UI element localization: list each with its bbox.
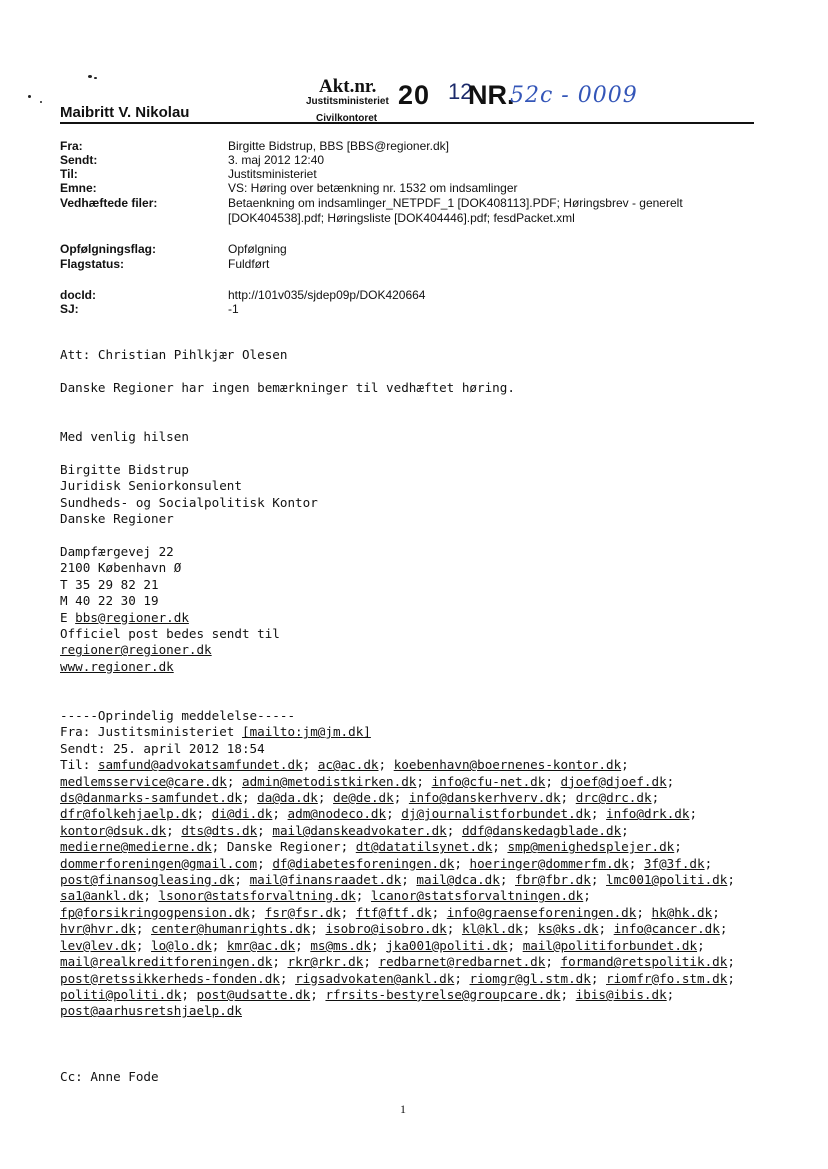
stamp-akt-label: Akt.nr. — [319, 76, 377, 97]
attention-line: Att: Christian Pihlkjær Olesen — [60, 347, 288, 362]
meta-attachments-line-1: Betaenkning om indsamlinger_NETPDF_1 [DOK408113].PDF; Høringsbrev - generelt — [228, 196, 683, 210]
recipient-line: medierne@medierne.dk; Danske Regioner; dt@datatilsynet.dk; smp@menighedsplejer.dk; — [60, 839, 682, 855]
stamp-number-handwritten: 52c - 0009 — [510, 83, 638, 108]
recipient-email-link[interactable]: isobro@isobro.dk — [325, 921, 447, 937]
recipient-email-link[interactable]: info@cancer.dk — [613, 921, 720, 937]
recipient-email-link[interactable]: lmc001@politi.dk — [606, 872, 728, 888]
mobile-number: M 40 22 30 19 — [60, 593, 159, 609]
recipient-email-link[interactable]: ac@ac.dk — [317, 757, 379, 773]
original-from-mailto[interactable]: [mailto:jm@jm.dk] — [241, 724, 371, 740]
document-owner-name: Maibritt V. Nikolau — [60, 104, 190, 121]
meta-attachments-line-2: [DOK404538].pdf; Høringsliste [DOK404446].pdf; fesdPacket.xml — [228, 211, 575, 225]
recipient-email-link[interactable]: di@di.dk — [211, 806, 273, 822]
recipient-email-link[interactable]: mail@finansraadet.dk — [249, 872, 402, 888]
recipient-email-link[interactable]: hk@hk.dk — [651, 904, 713, 920]
recipient-email-link[interactable]: koebenhavn@boernenes-kontor.dk — [393, 757, 622, 773]
header-divider — [60, 122, 754, 124]
recipient-email-link[interactable]: politi@politi.dk — [60, 986, 182, 1002]
recipient-email-link[interactable]: samfund@advokatsamfundet.dk — [97, 757, 303, 773]
recipient-email-link[interactable]: dommerforeningen@gmail.com — [60, 855, 258, 871]
recipient-email-link[interactable]: dts@dts.dk — [181, 822, 258, 838]
recipient-email-link[interactable]: da@da.dk — [257, 790, 318, 806]
recipient-line: dfr@folkehjaelp.dk; di@di.dk; adm@nodeco.dk; dj@journalistforbundet.dk; info@drk.dk; — [60, 806, 698, 822]
stamp-nr-label: NR. — [468, 80, 515, 110]
meta-followup-label: Opfølgningsflag: — [60, 242, 156, 256]
recipient-email-link[interactable]: mail@dca.dk — [416, 872, 500, 888]
original-sent: Sendt: 25. april 2012 18:54 — [60, 740, 265, 756]
recipient-email-link[interactable]: ms@ms.dk — [310, 937, 371, 953]
recipient-email-link[interactable]: df@diabetesforeningen.dk — [272, 855, 455, 871]
meta-subject-label: Emne: — [60, 181, 97, 195]
official-email-link[interactable]: regioner@regioner.dk — [60, 642, 212, 658]
email-line — [60, 610, 750, 626]
recipient-email-link[interactable]: riomfr@fo.stm.dk — [606, 970, 728, 986]
meta-sent-label: Sendt: — [60, 153, 98, 167]
recipient-email-link[interactable]: kmr@ac.dk — [226, 937, 296, 953]
meta-sent-value: 3. maj 2012 12:40 — [228, 153, 325, 167]
recipient-email-link[interactable]: info@drk.dk — [606, 806, 690, 822]
recipient-line: mail@realkreditforeningen.dk; rkr@rkr.dk; redbarnet@redbarnet.dk; formand@retspolitik.dk; — [60, 954, 735, 970]
recipient-line: politi@politi.dk; post@udsatte.dk; rfrsits-bestyrelse@groupcare.dk; ibis@ibis.dk; — [60, 986, 675, 1002]
email-body — [60, 347, 750, 675]
recipient-email-link[interactable]: 3f@3f.dk — [643, 855, 705, 871]
recipient-line: dommerforeningen@gmail.com; df@diabetesforeningen.dk; hoeringer@dommerfm.dk; 3f@3f.dk; — [60, 855, 713, 871]
recipient-email-link[interactable]: info@danskerhverv.dk — [408, 790, 561, 806]
meta-followup-value: Opfølgning — [228, 242, 287, 256]
stamp-year-handwritten: 12 — [448, 79, 473, 104]
recipient-line: sa1@ankl.dk; lsonor@statsforvaltning.dk; lcanor@statsforvaltningen.dk; — [60, 888, 591, 904]
recipient-list — [60, 757, 760, 1020]
recipient-email-link[interactable]: info@cfu-net.dk — [431, 773, 546, 789]
recipient-email-link[interactable]: formand@retspolitik.dk — [560, 954, 728, 970]
recipient-email-link[interactable]: lo@lo.dk — [151, 937, 212, 953]
recipient-email-link[interactable]: ddf@danskedagblade.dk — [461, 822, 622, 838]
message-text: Danske Regioner har ingen bemærkninger til vedhæftet høring. — [60, 379, 515, 395]
recipient-line: Til: samfund@advokatsamfundet.dk; ac@ac.dk; koebenhavn@boernenes-kontor.dk; — [60, 757, 629, 773]
website-link[interactable]: www.regioner.dk — [60, 658, 174, 674]
recipient-email-link[interactable]: post@udsatte.dk — [196, 986, 311, 1002]
recipient-email-link[interactable]: admin@metodistkirken.dk — [242, 773, 417, 789]
original-message — [60, 708, 760, 1085]
recipient-email-link[interactable]: post@finansogleasing.dk — [60, 872, 235, 888]
recipient-email-link[interactable]: info@graenseforeningen.dk — [446, 904, 637, 920]
meta-sj-label: SJ: — [60, 302, 79, 316]
recipient-email-link[interactable]: hvr@hvr.dk — [60, 921, 136, 937]
recipient-email-link[interactable]: ds@danmarks-samfundet.dk — [60, 790, 242, 806]
recipient-email-link[interactable]: drc@drc.dk — [575, 790, 652, 806]
recipient-email-link[interactable]: dj@journalistforbundet.dk — [401, 806, 591, 822]
signature-name: Birgitte Bidstrup — [60, 461, 189, 477]
meta-flagstatus-label: Flagstatus: — [60, 257, 125, 271]
phone-number: T 35 29 82 21 — [60, 576, 159, 592]
recipient-email-link[interactable]: redbarnet@redbarnet.dk — [378, 954, 546, 970]
address-street: Dampfærgevej 22 — [60, 543, 174, 559]
original-cc: Cc: Anne Fode — [60, 1068, 159, 1084]
recipient-email-link[interactable]: sa1@ankl.dk — [60, 888, 144, 904]
recipient-email-link[interactable]: medlemsservice@care.dk — [60, 773, 227, 789]
recipient-email-link[interactable]: center@humanrights.dk — [151, 921, 311, 937]
recipient-email-link[interactable]: ks@ks.dk — [537, 921, 599, 937]
meta-subject-value: VS: Høring over betænkning nr. 1532 om indsamlinger — [228, 181, 518, 195]
meta-attachments-label: Vedhæftede filer: — [60, 196, 158, 210]
recipient-email-link[interactable]: ibis@ibis.dk — [575, 986, 667, 1002]
meta-from-label: Fra: — [60, 139, 83, 153]
recipient-email-link[interactable]: rkr@rkr.dk — [287, 954, 364, 970]
recipient-email-link[interactable]: kl@kl.dk — [461, 921, 523, 937]
recipient-email-link[interactable]: dt@datatilsynet.dk — [355, 839, 493, 855]
original-from-prefix: Fra: Justitsministeriet — [60, 724, 242, 740]
recipient-email-link[interactable]: fp@forsikringogpension.dk — [60, 904, 250, 920]
recipient-line: post@finansogleasing.dk; mail@finansraadet.dk; mail@dca.dk; fbr@fbr.dk; lmc001@politi.dk; — [60, 872, 735, 888]
recipient-email-link[interactable]: smp@menighedsplejer.dk — [507, 839, 675, 855]
recipient-line: medlemsservice@care.dk; admin@metodistkirken.dk; info@cfu-net.dk; djoef@djoef.dk; — [60, 773, 675, 789]
meta-from-value: Birgitte Bidstrup, BBS [BBS@regioner.dk] — [228, 139, 449, 153]
recipient-line: ds@danmarks-samfundet.dk; da@da.dk; de@de.dk; info@danskerhverv.dk; drc@drc.dk; — [60, 790, 660, 806]
stamp-office: Civilkontoret — [316, 113, 378, 122]
recipient-email-link[interactable]: lcanor@statsforvaltningen.dk — [370, 888, 584, 904]
recipient-email-link[interactable]: fsr@fsr.dk — [264, 904, 341, 920]
recipient-email-link[interactable]: post@retssikkerheds-fonden.dk — [60, 970, 280, 986]
recipient-email-link[interactable]: riomgr@gl.stm.dk — [469, 970, 591, 986]
page-number: 1 — [400, 1102, 406, 1116]
recipient-line: kontor@dsuk.dk; dts@dts.dk; mail@danskeadvokater.dk; ddf@danskedagblade.dk; — [60, 822, 629, 838]
recipient-email-link[interactable]: lev@lev.dk — [60, 937, 136, 953]
recipient-email-link[interactable]: rfrsits-bestyrelse@groupcare.dk — [325, 986, 561, 1002]
meta-docid-label: docId: — [60, 288, 96, 302]
original-separator: -----Oprindelig meddelelse----- — [60, 708, 296, 723]
greeting: Med venlig hilsen — [60, 429, 189, 445]
recipient-email-link[interactable]: kontor@dsuk.dk — [60, 822, 167, 838]
recipient-email-link[interactable]: mail@danskeadvokater.dk — [272, 822, 447, 838]
stamp-department: Justitsministeriet — [306, 96, 389, 107]
stamp-year-printed: 20 — [398, 80, 431, 110]
address-city: 2100 København Ø — [60, 560, 182, 576]
signature-title: Juridisk Seniorkonsulent — [60, 478, 242, 494]
recipient-email-link[interactable]: jka001@politi.dk — [386, 937, 508, 953]
meta-sj-value: -1 — [228, 302, 239, 316]
recipient-email-link[interactable]: hoeringer@dommerfm.dk — [469, 855, 629, 871]
recipient-line: lev@lev.dk; lo@lo.dk; kmr@ac.dk; ms@ms.dk; jka001@politi.dk; mail@politiforbundet.dk; — [60, 937, 705, 953]
meta-docid-value: http://101v035/sjdep09p/DOK420664 — [228, 288, 426, 302]
recipient-email-link[interactable]: adm@nodeco.dk — [287, 806, 387, 822]
recipient-line: hvr@hvr.dk; center@humanrights.dk; isobro@isobro.dk; kl@kl.dk; ks@ks.dk; info@cancer.dk; — [60, 921, 728, 937]
recipient-email-link[interactable]: lsonor@statsforvaltning.dk — [158, 888, 356, 904]
recipient-email-link[interactable]: mail@realkreditforeningen.dk — [60, 954, 273, 970]
signature-office: Sundheds- og Socialpolitisk Kontor — [60, 494, 318, 510]
sender-email-link[interactable]: bbs@regioner.dk — [75, 609, 189, 625]
recipient-email-link[interactable]: post@aarhusretshjaelp.dk — [60, 1003, 242, 1019]
recipient-email-link[interactable]: mail@politiforbundet.dk — [522, 937, 698, 953]
recipient-line: fp@forsikringogpension.dk; fsr@fsr.dk; ftf@ftf.dk; info@graenseforeningen.dk; hk@hk.dk; — [60, 904, 720, 920]
recipient-email-link[interactable]: medierne@medierne.dk — [60, 839, 212, 855]
official-note: Officiel post bedes sendt til — [60, 625, 280, 641]
recipient-email-link[interactable]: fbr@fbr.dk — [515, 872, 591, 888]
recipient-line: post@retssikkerheds-fonden.dk; rigsadvokaten@ankl.dk; riomgr@gl.stm.dk; riomfr@fo.stm.dk; — [60, 970, 735, 986]
meta-to-value: Justitsministeriet — [228, 167, 317, 181]
recipient-email-link[interactable]: de@de.dk — [333, 790, 394, 806]
recipient-line — [60, 1003, 760, 1019]
recipient-email-link[interactable]: dfr@folkehjaelp.dk — [60, 806, 197, 822]
email-prefix: E — [60, 609, 76, 625]
meta-to-label: Til: — [60, 167, 78, 181]
original-from — [60, 724, 760, 740]
recipient-email-link[interactable]: rigsadvokaten@ankl.dk — [295, 970, 455, 986]
meta-flagstatus-value: Fuldført — [228, 257, 270, 271]
signature-org: Danske Regioner — [60, 511, 174, 527]
recipient-email-link[interactable]: ftf@ftf.dk — [355, 904, 432, 920]
recipient-email-link[interactable]: djoef@djoef.dk — [560, 773, 667, 789]
